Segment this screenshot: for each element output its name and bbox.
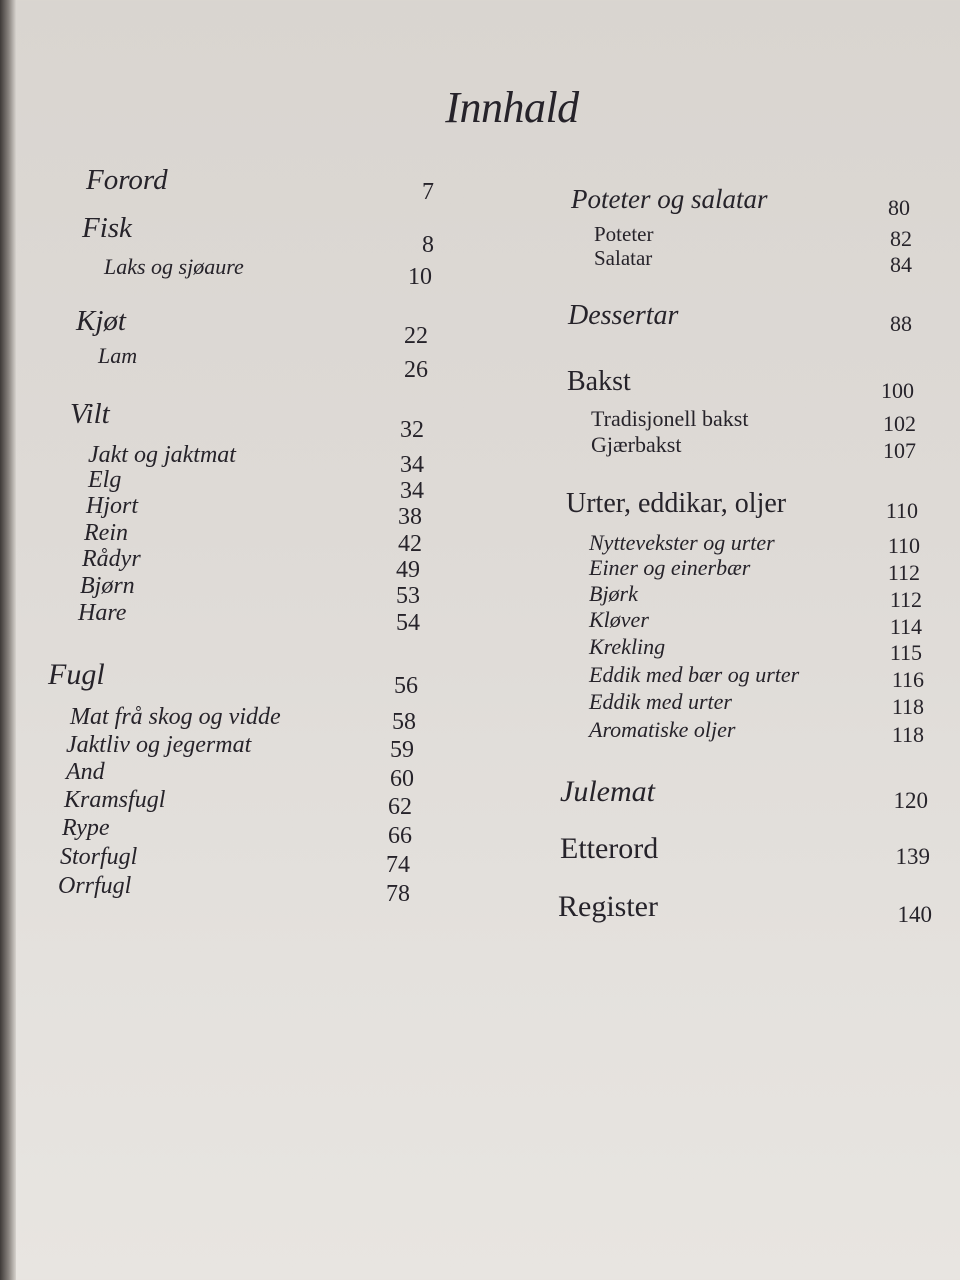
toc-entry-page: 112 — [887, 560, 920, 585]
toc-entry-page: 38 — [398, 504, 422, 530]
toc-entry-page: 118 — [891, 694, 924, 719]
toc-entry-label: Jaktliv og jegermat — [66, 732, 252, 758]
toc-entry-page: 42 — [398, 531, 422, 557]
toc-entry-label: Tradisjonell bakst — [591, 406, 749, 431]
page-edge-shadow — [0, 0, 16, 1280]
toc-entry-label: Fugl — [48, 658, 105, 691]
toc-entry-label: Kløver — [589, 607, 649, 632]
toc-entry-page: 66 — [388, 823, 412, 849]
toc-entry-label: Rein — [84, 520, 128, 546]
toc-entry-label: Kramsfugl — [64, 787, 166, 813]
toc-entry-label: Salatar — [594, 246, 653, 270]
toc-entry-label: Elg — [88, 467, 122, 493]
toc-entry-label: Jakt og jaktmat — [88, 442, 236, 468]
toc-entry-page: 56 — [394, 673, 418, 699]
toc-entry-page: 110 — [885, 498, 918, 523]
toc-entry-label: Gjærbakst — [591, 432, 682, 457]
toc-entry-label: Vilt — [70, 398, 110, 430]
toc-entry-label: And — [66, 759, 105, 785]
toc-entry-label: Storfugl — [60, 844, 138, 870]
toc-entry-page: 78 — [386, 881, 410, 907]
toc-entry-page: 118 — [891, 722, 924, 747]
toc-entry-label: Etterord — [560, 832, 659, 865]
toc-entry-page: 82 — [890, 226, 912, 251]
toc-entry-label: Aromatiske oljer — [589, 717, 736, 742]
toc-entry-label: Hjort — [86, 493, 139, 519]
toc-entry-label: Orrfugl — [58, 873, 132, 899]
toc-entry-label: Forord — [86, 164, 168, 196]
page-title: Innhald — [445, 83, 579, 132]
toc-entry-label: Einer og einerbær — [589, 555, 751, 580]
toc-entry-label: Urter, eddikar, oljer — [566, 488, 787, 519]
toc-entry-label: Rådyr — [82, 546, 141, 572]
toc-entry-page: 10 — [408, 264, 432, 290]
toc-entry-page: 100 — [881, 378, 914, 403]
toc-entry-page: 120 — [893, 788, 928, 813]
toc-entry-page: 114 — [889, 614, 922, 639]
toc-entry-page: 139 — [895, 844, 930, 869]
toc-entry-label: Nyttevekster og urter — [589, 530, 775, 555]
toc-entry-page: 102 — [883, 411, 916, 436]
toc-entry-page: 54 — [396, 610, 420, 636]
toc-entry-label: Julemat — [560, 775, 655, 808]
toc-entry-label: Dessertar — [568, 300, 679, 331]
toc-entry-page: 140 — [897, 902, 932, 927]
toc-entry-label: Bjørk — [589, 581, 638, 606]
toc-entry-page: 34 — [400, 452, 424, 478]
toc-entry-page: 7 — [422, 179, 434, 205]
toc-entry-page: 116 — [891, 667, 924, 692]
toc-entry-page: 84 — [890, 252, 912, 277]
toc-entry-label: Laks og sjøaure — [104, 254, 244, 279]
toc-entry-page: 80 — [888, 195, 910, 220]
toc-entry-page: 62 — [388, 794, 412, 820]
toc-entry-page: 60 — [390, 766, 414, 792]
toc-entry-label: Rype — [62, 815, 110, 841]
toc-entry-page: 110 — [887, 533, 920, 558]
toc-entry-page: 26 — [404, 357, 428, 383]
toc-entry-label: Krekling — [589, 634, 666, 659]
toc-entry-page: 88 — [890, 311, 912, 336]
toc-entry-label: Register — [558, 890, 658, 923]
toc-entry-page: 112 — [889, 587, 922, 612]
toc-entry-page: 32 — [400, 417, 424, 443]
toc-entry-page: 115 — [889, 640, 922, 665]
toc-entry-page: 49 — [396, 557, 420, 583]
toc-entry-label: Lam — [98, 343, 138, 368]
toc-entry-page: 59 — [390, 737, 414, 763]
toc-entry-label: Bakst — [567, 366, 631, 397]
toc-entry-label: Hare — [78, 600, 127, 626]
toc-entry-page: 53 — [396, 583, 420, 609]
toc-entry-page: 74 — [386, 852, 410, 878]
toc-entry-label: Poteter og salatar — [571, 184, 768, 214]
toc-entry-label: Mat frå skog og vidde — [70, 704, 281, 730]
toc-entry-label: Eddik med urter — [589, 689, 732, 714]
toc-entry-label: Eddik med bær og urter — [589, 662, 800, 687]
toc-entry-page: 107 — [883, 438, 916, 463]
toc-entry-label: Fisk — [82, 212, 132, 244]
toc-entry-label: Poteter — [594, 222, 654, 246]
toc-entry-label: Bjørn — [80, 573, 135, 599]
toc-entry-page: 34 — [400, 478, 424, 504]
toc-entry-label: Kjøt — [76, 305, 126, 337]
toc-entry-page: 8 — [422, 232, 434, 258]
toc-entry-page: 58 — [392, 709, 416, 735]
toc-entry-page: 22 — [404, 323, 428, 349]
